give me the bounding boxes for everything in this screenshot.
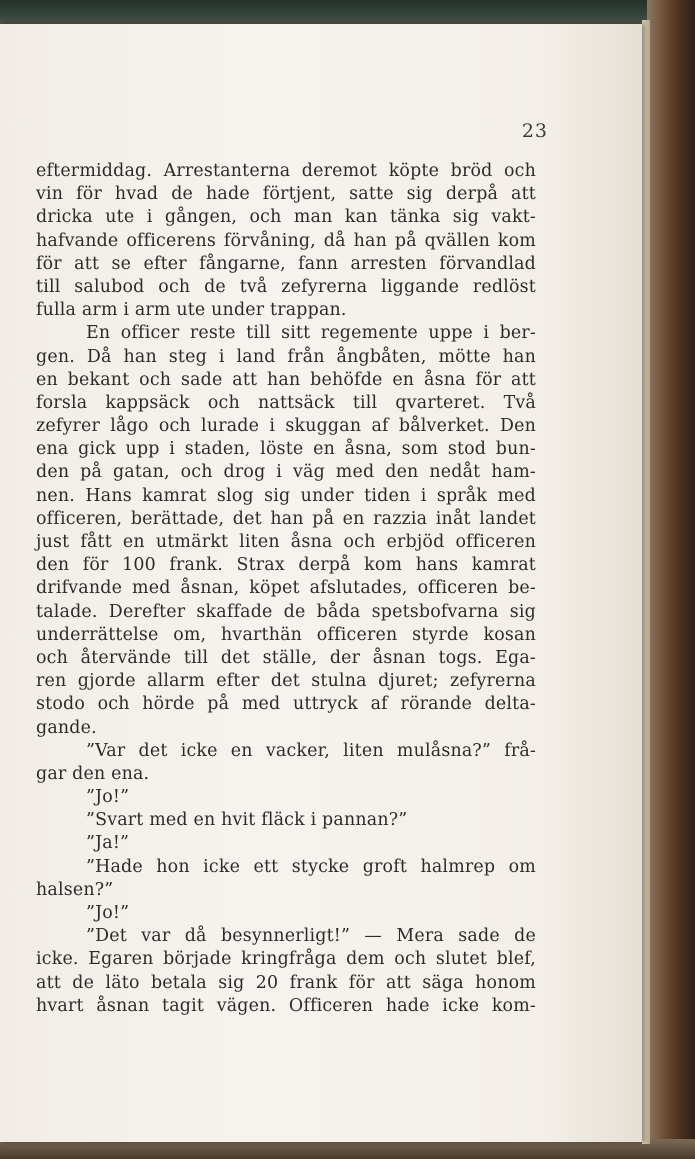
text-line: hvart åsnan tagit vägen. Officeren hade icke kom-: [36, 995, 536, 1016]
text-line: underrättelse om, hvarthän officeren styrde kosan: [36, 624, 536, 645]
text-line: icke. Egaren började kringfråga dem och slutet blef,: [36, 949, 536, 970]
text-line: ena gick upp i staden, löste en åsna, som stod bun-: [36, 439, 536, 460]
text-line: till salubod och de två zefyrerna liggande redlöst: [36, 276, 536, 297]
text-line: vin för hvad de hade förtjent, satte sig derpå att: [36, 184, 536, 205]
book-cover-edge: [647, 0, 695, 1159]
page-number: 23: [521, 120, 548, 142]
text-line: den för 100 frank. Strax derpå kom hans kamrat: [36, 555, 536, 576]
text-line: gande.: [36, 717, 97, 738]
text-line: gen. Då han steg i land från ångbåten, mötte han: [36, 346, 536, 367]
text-line: för att se efter fångarne, fann arresten förvandlad: [36, 253, 536, 274]
text-line: att de läto betala sig 20 frank för att säga honom: [36, 972, 536, 993]
text-line: officeren, berättade, det han på en razzia inåt landet: [36, 508, 536, 529]
text-line: stodo och hörde på med uttryck af rörande delta-: [36, 694, 536, 715]
text-line: och återvände till det ställe, der åsnan togs. Ega-: [36, 647, 536, 668]
text-line: ”Det var då besynnerligt!” — Mera sade de: [86, 926, 536, 947]
text-line: ”Var det icke en vacker, liten mulåsna?” frå-: [86, 740, 536, 761]
text-line: den på gatan, och drog i väg med den nedåt ham-: [36, 462, 536, 483]
text-line: talade. Derefter skaffade de båda spetsbofvarna sig: [36, 601, 536, 622]
body-text: [36, 160, 536, 1018]
text-line: ”Jo!”: [86, 787, 130, 808]
book-cover-bottom: [0, 1139, 695, 1159]
text-line: eftermiddag. Arrestanterna deremot köpte bröd och: [36, 161, 536, 181]
text-line: ”Ja!”: [86, 833, 130, 854]
text-line: ”Svart med en hvit fläck i pannan?”: [86, 810, 408, 831]
text-line: hafvande officerens förvåning, då han på qvällen kom: [36, 230, 536, 251]
text-line: just fått en utmärkt liten åsna och erbjöd officeren: [36, 532, 536, 552]
text-line: en bekant och sade att han behöfde en åsna för att: [36, 369, 536, 390]
text-line: dricka ute i gången, och man kan tänka sig vakt-: [36, 207, 536, 228]
page-stack-edge: [642, 20, 650, 1144]
text-line: zefyrer lågo och lurade i skuggan af bålverket. Den: [36, 416, 536, 437]
text-line: halsen?”: [36, 879, 114, 900]
text-line: En officer reste till sitt regemente uppe i ber-: [86, 323, 536, 344]
text-line: ”Jo!”: [86, 903, 130, 923]
text-line: forsla kappsäck och nattsäck till qvarteret. Två: [36, 392, 536, 413]
text-line: gar den ena.: [36, 763, 150, 784]
text-line: nen. Hans kamrat slog sig under tiden i språk med: [36, 485, 536, 506]
text-line: drifvande med åsnan, köpet afslutades, officeren be-: [36, 578, 536, 599]
text-line: ren gjorde allarm efter det stulna djuret; zefyrerna: [36, 671, 536, 692]
text-line: ”Hade hon icke ett stycke groft halmrep om: [86, 856, 536, 877]
text-line: fulla arm i arm ute under trappan.: [36, 300, 347, 321]
